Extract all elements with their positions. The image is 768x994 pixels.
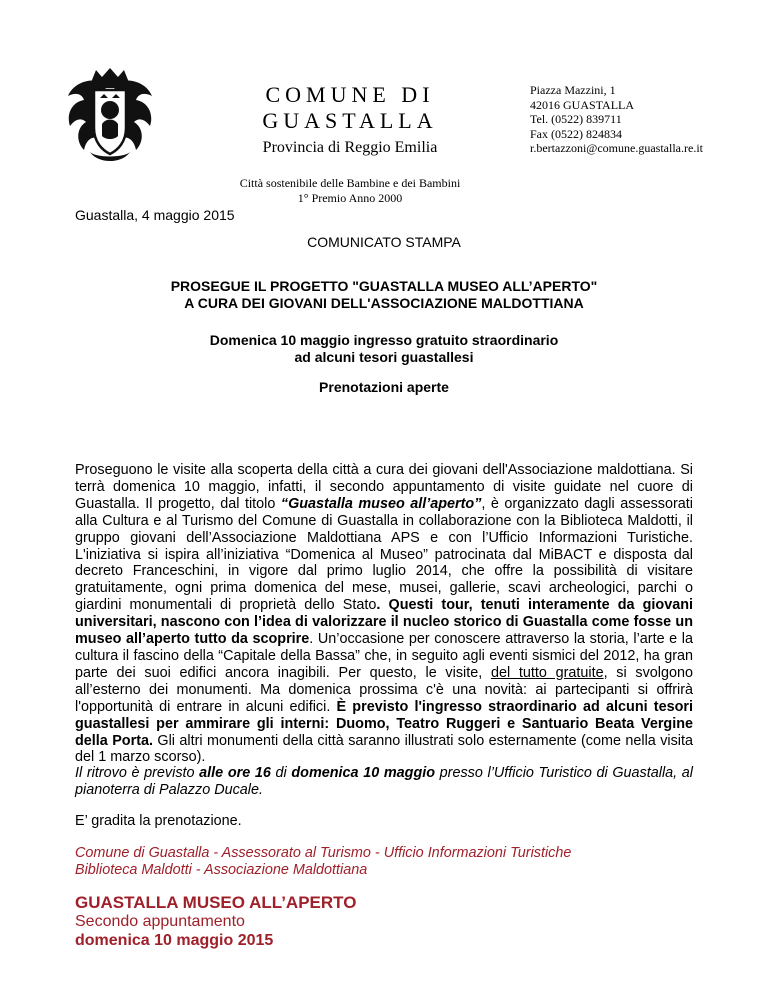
coat-of-arms-icon <box>62 66 158 168</box>
title-line2: A CURA DEI GIOVANI DELL'ASSOCIAZIONE MALDOTTIANA <box>184 295 584 311</box>
meeting-text-1: Il ritrovo è previsto <box>75 765 200 781</box>
body-text-3: . Un’occasione per conoscere attraverso la storia, l’arte e la cultura il fascino della “Capitale della Bassa” che, in seguito agli eventi sismici del 2012, ha gran parte dei suoi edifici ancora inagibili. Per questo, le visite, <box>75 631 693 681</box>
province-name: Provincia di Reggio Emilia <box>262 139 438 156</box>
address-city: 42016 GUASTALLA <box>530 97 635 112</box>
press-release-title <box>75 278 693 312</box>
body-text-1: Proseguono le visite alla scoperta della città a cura dei giovani dell'Associazione maldottiana. Si terrà domenica 10 maggio, infatti, il secondo appuntamento di visite guidate nel cuore di Guastalla. Il progetto, dal titolo <box>75 462 693 512</box>
address-phone: Tel. (0522) 839711 <box>530 112 622 126</box>
award-note-line1: Città sostenibile delle Bambine e dei Bambini <box>239 176 461 190</box>
project-name: “Guastalla museo all’aperto” <box>280 495 482 512</box>
address-email[interactable]: r.bertazzoni@comune.guastalla.re.it <box>530 141 703 155</box>
title-line1: PROSEGUE IL PROGETTO "GUASTALLA MUSEO ALL’APERTO" <box>170 278 598 294</box>
meeting-time: alle ore 16 <box>199 765 271 781</box>
subtitle-line2: ad alcuni tesori guastallesi <box>294 349 474 365</box>
address-block <box>530 83 760 156</box>
document-type: COMUNICATO STAMPA <box>307 234 461 250</box>
address-fax: Fax (0522) 824834 <box>530 126 622 141</box>
meeting-text-3: presso l’Ufficio Turistico di Guastalla, al pianoterra di Palazzo Ducale. <box>75 765 693 798</box>
subtitle-line1: Domenica 10 maggio ingresso gratuito straordinario <box>209 332 559 348</box>
organizers-line2: Biblioteca Maldotti - Associazione Maldottiana <box>75 862 368 878</box>
body-bold-1: Questi tour, tenuti interamente da giovani universitari, nascono con l’idea di valorizzare il nucleo storico di Guastalla come fosse un museo all’aperto tutto da scoprire <box>75 597 694 648</box>
footer-date: domenica 10 maggio 2015 <box>75 932 274 949</box>
document-date: Guastalla, 4 maggio 2015 <box>75 207 235 223</box>
award-note-line2: 1° Premio Anno 2000 <box>297 191 403 205</box>
body-text-4: , si svolgono all’esterno dei monumenti. Ma domenica prossima c'è una novità: ai partecipanti si offrirà l'opportunità di entrare in alcuni edifici. <box>75 664 694 715</box>
body-bold-2: È previsto l'ingresso straordinario ad alcuni tesori guastallesi per ammirare gli interni: Duomo, Teatro Ruggeri e Santuario Beata Vergine della Porta. <box>75 698 693 749</box>
organizers <box>75 845 571 879</box>
body-dot: . <box>376 597 381 614</box>
body-text-2: , è organizzato dagli assessorati alla Cultura e al Turismo del Comune di Guastalla in collaborazione con la Biblioteca Maldotti, il gruppo giovani dell’Associazione Maldottiana APS e con l’Ufficio Informazioni Turistiche. L'iniziativa si ispira all’iniziativa “Domenica al Museo” patrocinata dal MiBACT e disposta dal decreto Franceschini, in vigore dal primo luglio 2014, che offre la possibilità di visitare gratuitamente, ogni prima domenica del mese, musei, gallerie, scavi archeologici, parchi o giardini monumentali di proprietà dello Stato <box>75 495 693 614</box>
meeting-date: domenica 10 maggio <box>291 765 436 781</box>
award-note <box>176 176 524 206</box>
organizers-line1: Comune di Guastalla - Assessorato al Turismo - Ufficio Informazioni Turistiche <box>75 845 572 861</box>
address-street: Piazza Mazzini, 1 <box>530 83 616 97</box>
booking-note: E’ gradita la prenotazione. <box>75 813 242 829</box>
bookings-open-heading: Prenotazioni aperte <box>319 379 449 395</box>
letterhead <box>176 82 524 206</box>
body-text-5: Gli altri monumenti della città saranno illustrati solo esternamente (come nella visita del 1 marzo scorso). <box>75 732 694 766</box>
body-paragraph <box>75 462 693 766</box>
meeting-text-2: di <box>270 765 292 781</box>
body-underlined: del tutto gratuite <box>490 664 604 681</box>
event-footer <box>75 893 356 950</box>
footer-subtitle: Secondo appuntamento <box>75 913 245 930</box>
municipality-title: COMUNE DI GUASTALLA <box>262 82 438 133</box>
meeting-info <box>75 765 693 799</box>
press-release-subtitle <box>75 332 693 366</box>
footer-title: GUASTALLA MUSEO ALL’APERTO <box>75 893 357 912</box>
